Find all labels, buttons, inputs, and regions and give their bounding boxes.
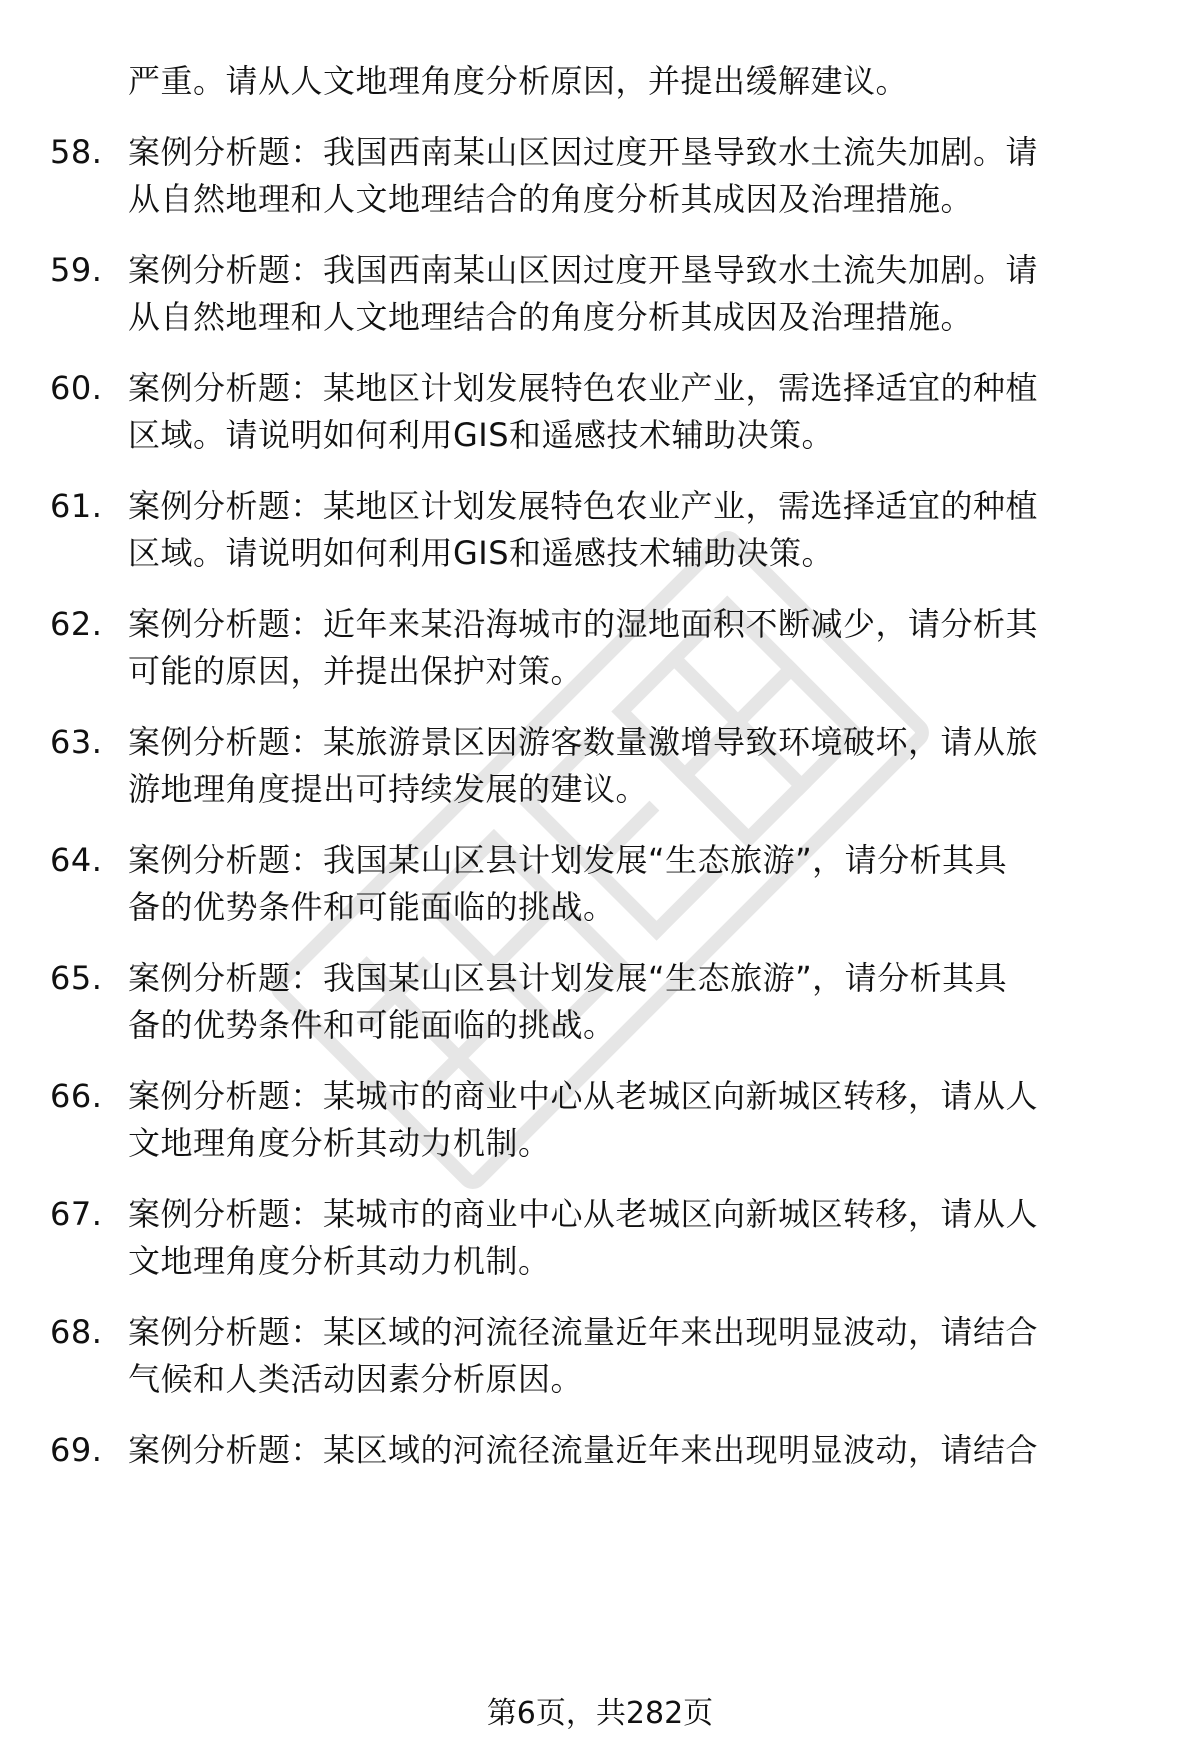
question-number: 58.	[50, 133, 103, 171]
question-number: 67.	[50, 1195, 103, 1233]
question-text: 案例分析题：我国西南某山区因过度开垦导致水土流失加剧。请 从自然地理和人文地理结合的角度分析其成因及治理措施。	[128, 251, 1039, 336]
question-item	[50, 955, 1150, 1049]
question-item	[50, 247, 1150, 341]
previous-question-continuation: 严重。请从人文地理角度分析原因，并提出缓解建议。	[128, 62, 909, 100]
question-item	[50, 129, 1150, 223]
question-number: 60.	[50, 369, 103, 407]
question-text: 案例分析题：我国西南某山区因过度开垦导致水土流失加剧。请 从自然地理和人文地理结合的角度分析其成因及治理措施。	[128, 133, 1039, 218]
page-number-footer: 第6页，共282页	[486, 1696, 714, 1731]
question-text: 案例分析题：某地区计划发展特色农业产业，需选择适宜的种植 区域。请说明如何利用GIS和遥感技术辅助决策。	[128, 369, 1039, 454]
question-text: 案例分析题：某区域的河流径流量近年来出现明显波动，请结合 气候和人类活动因素分析原因。	[128, 1313, 1039, 1398]
question-number: 59.	[50, 251, 103, 289]
question-item	[50, 719, 1150, 813]
question-number: 69.	[50, 1431, 103, 1469]
question-number: 68.	[50, 1313, 103, 1351]
question-item	[50, 365, 1150, 459]
question-item	[50, 1191, 1150, 1285]
question-item	[50, 1073, 1150, 1167]
question-text: 案例分析题：某旅游景区因游客数量激增导致环境破坏，请从旅 游地理角度提出可持续发展的建议。	[128, 723, 1039, 808]
question-text: 案例分析题：我国某山区县计划发展“生态旅游”，请分析其具 备的优势条件和可能面临的挑战。	[128, 841, 1008, 926]
question-number: 63.	[50, 723, 103, 761]
question-text: 案例分析题：某城市的商业中心从老城区向新城区转移，请从人 文地理角度分析其动力机制。	[128, 1195, 1039, 1280]
question-text: 案例分析题：我国某山区县计划发展“生态旅游”，请分析其具 备的优势条件和可能面临的挑战。	[128, 959, 1008, 1044]
question-item	[50, 1309, 1150, 1403]
question-list	[50, 58, 1150, 1498]
question-number: 65.	[50, 959, 103, 997]
question-text: 案例分析题：近年来某沿海城市的湿地面积不断减少，请分析其 可能的原因，并提出保护对策。	[128, 605, 1039, 690]
question-number: 62.	[50, 605, 103, 643]
question-item	[50, 837, 1150, 931]
question-number: 61.	[50, 487, 103, 525]
question-text: 案例分析题：某城市的商业中心从老城区向新城区转移，请从人 文地理角度分析其动力机制。	[128, 1077, 1039, 1162]
question-number: 66.	[50, 1077, 103, 1115]
question-text: 案例分析题：某区域的河流径流量近年来出现明显波动，请结合	[128, 1431, 1039, 1469]
question-item	[50, 601, 1150, 695]
question-text: 案例分析题：某地区计划发展特色农业产业，需选择适宜的种植 区域。请说明如何利用GIS和遥感技术辅助决策。	[128, 487, 1039, 572]
question-item	[50, 1427, 1150, 1474]
question-item	[50, 483, 1150, 577]
question-number: 64.	[50, 841, 103, 879]
